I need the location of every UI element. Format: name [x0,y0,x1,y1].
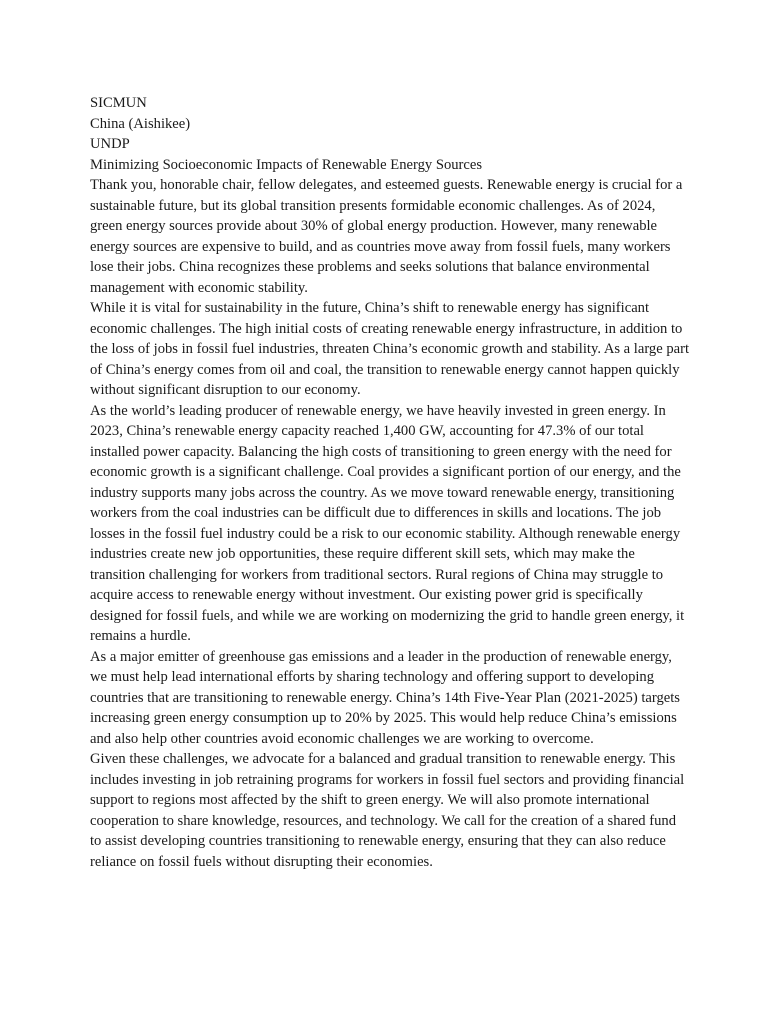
paragraph-investment: As the world’s leading producer of renewable energy, we have heavily invested in green energy. In 2023, China’s renewable energy capacity reached 1,400 GW, accounting for 47.3% of our total installed power capacity. Balancing the high costs of transitioning to green energy with the need for economic growth is a significant challenge. Coal provides a significant portion of our energy, and the industry supports many jobs across the country. As we move toward renewable energy, transitioning workers from the coal industries can be difficult due to differences in skills and locations. The job losses in the fossil fuel industry could be a risk to our economic stability. Although renewable energy industries create new job opportunities, these require different skill sets, which may make the transition challenging for workers from traditional sectors. Rural regions of China may struggle to acquire access to renewable energy without investment. Our existing power grid is specifically designed for fossil fuels, and while we are working on modernizing the grid to handle green energy, it remains a hurdle. [90,402,685,644]
paragraph-solutions: Given these challenges, we advocate for a balanced and gradual transition to renewable energy. This includes investing in job retraining programs for workers in fossil fuel sectors and providing financial support to regions most affected by the shift to green energy. We will also promote international cooperation to share knowledge, resources, and technology. We call for the creation of a shared fund to assist developing countries transitioning to renewable energy, ensuring that they can also reduce reliance on fossil fuels without disrupting their economies. [90,751,685,870]
paragraph-challenges: While it is vital for sustainability in the future, China’s shift to renewable energy has significant economic challenges. The high initial costs of creating renewable energy infrastructure, in addition to the loss of jobs in fossil fuel industries, threaten China’s economic growth and stability. As a large part of China’s energy comes from oil and coal, the transition to renewable energy cannot happen quickly without significant disruption to our economy. [90,300,690,398]
paragraph-international: As a major emitter of greenhouse gas emissions and a leader in the production of renewable energy, we must help lead international efforts by sharing technology and offering support to developing countries that are transitioning to renewable energy. China’s 14th Five-Year Plan (2021-2025) targets increasing green energy consumption up to 20% by 2025. This would help reduce China’s emissions and also help other countries avoid economic challenges we are working to overcome. [90,648,680,747]
topic-title: Minimizing Socioeconomic Impacts of Renewable Energy Sources [90,156,483,173]
paragraph-intro: Thank you, honorable chair, fellow delegates, and esteemed guests. Renewable energy is crucial for a sustainable future, but its global transition presents formidable economic challenges. As of 2024, green energy sources provide about 30% of global energy production. However, many renewable energy sources are expensive to build, and as countries move away from fossil fuels, many workers lose their jobs. China recognizes these problems and seeks solutions that balance environmental management with economic stability. [90,177,683,296]
document-page [90,93,690,872]
delegate-country: China (Aishikee) [90,115,191,132]
conference-name: SICMUN [90,95,147,111]
committee-name: UNDP [90,136,130,152]
